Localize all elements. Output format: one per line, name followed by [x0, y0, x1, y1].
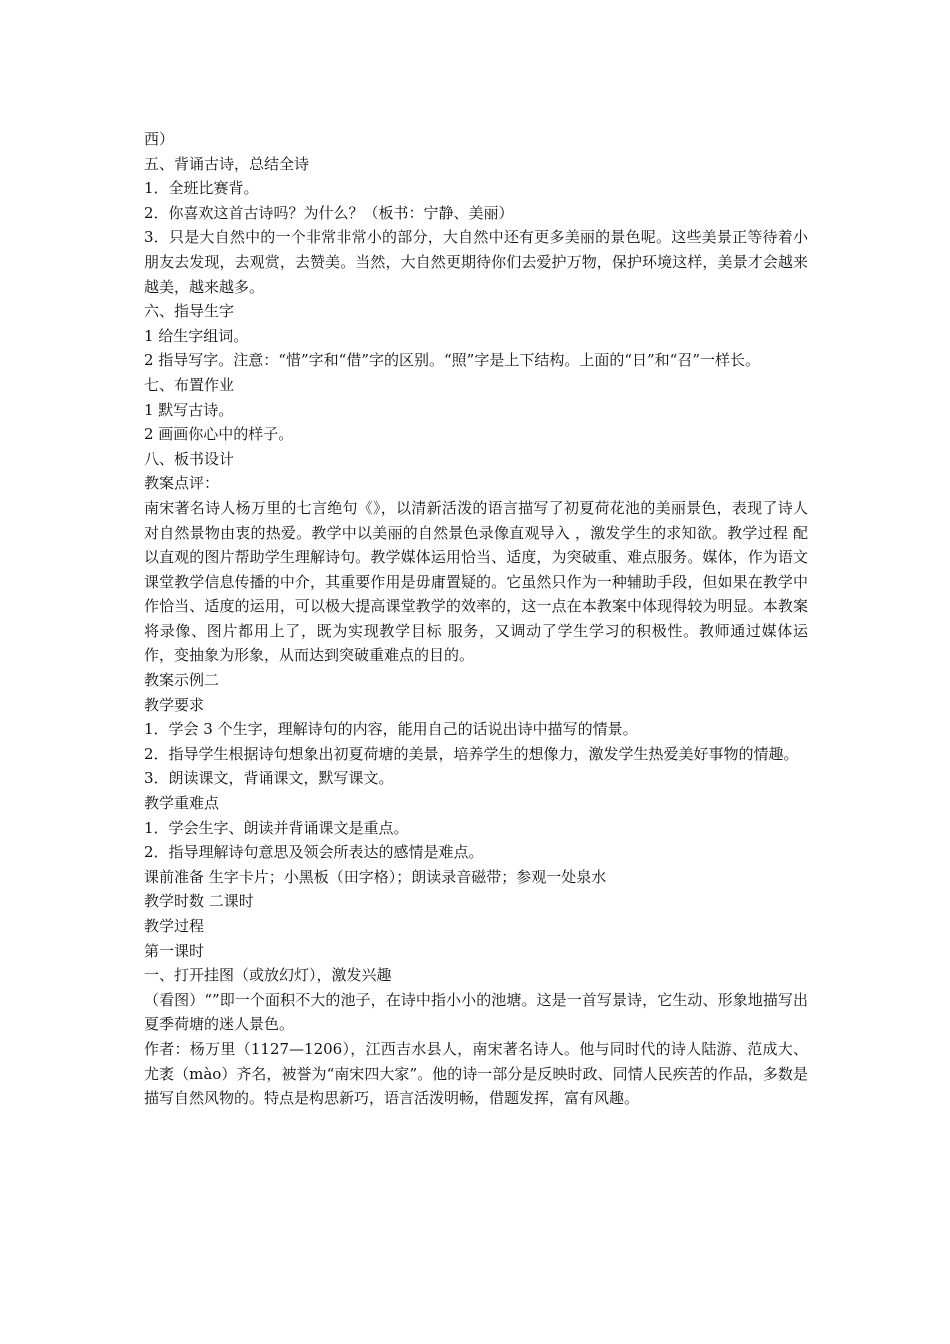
list-item: 1．学会生字、朗读并背诵课文是重点。 — [144, 818, 409, 837]
section-heading: 教学过程 — [144, 917, 205, 935]
list-item: 1 给生字组词。 — [144, 326, 249, 345]
list-item: 1 默写古诗。 — [144, 400, 234, 419]
section-heading: 教案点评： — [144, 474, 220, 493]
section-heading: 教案示例二 — [144, 671, 220, 690]
list-item: 3．只是大自然中的一个非常非常小的部分，大自然中还有更多美丽的景色呢。这些美景正等待着小朋友去发现，去观赏，去赞美。当然，大自然更期待你们去爱护万物，保护环境这样，美景才会越来越美，越来越多。 — [144, 228, 808, 296]
list-item: 2 指导写字。注意：“惜”字和“借”字的区别。“照”字是上下结构。上面的“日”和“召”一样长。 — [144, 351, 760, 370]
author-paragraph: 作者：杨万里（1127—1206），江西吉水县人，南宋著名诗人。他与同时代的诗人陆游、范成大、尤袤（mào）齐名，被誉为“南宋四大家”。他的诗一部分是反映时政、同情人民疾苦的作品，多数是描写自然风物的。特点是构思新巧，语言活泼明畅，借题发挥，富有风趣。 — [144, 1039, 808, 1108]
commentary-paragraph: 南宋著名诗人杨万里的七言绝句《》，以清新活泼的语言描写了初夏荷花池的美丽景色，表现了诗人对自然景物由衷的热爱。教学中以美丽的自然景色录像直观导入 ，激发学生的求知欲。教学过程 配以直观的图片帮助学生理解诗句。教学媒体运用恰当、适度，为突破重、难点服务。媒体，作为语文课堂教学信息传播的中介，其重要作用是毋庸置疑的。它虽然只作为一种辅助手段，但如果在教学中作恰当、适度的运用，可以极大提高课堂教学的效率的，这一点在本教案中体现得较为明显。本教案将录像、图片都用上了，既为实现教学目标 服务，又调动了学生学习的积极性。教师通过媒体运作，变抽象为形象，从而达到突破重难点的目的。 — [144, 498, 808, 665]
text-line: 教学时数 二课时 — [144, 892, 254, 911]
document-body — [144, 127, 808, 1111]
list-item: 2．指导学生根据诗句想象出初夏荷塘的美景，培养学生的想像力，激发学生热爱美好事物的情趣。 — [144, 744, 799, 763]
section-heading: 六、指导生字 — [144, 302, 235, 321]
text-line: 西） — [144, 130, 175, 148]
list-item: 3．朗读课文，背诵课文，默写课文。 — [144, 769, 394, 788]
list-item: 2 画画你心中的样子。 — [144, 425, 294, 444]
text-line: 课前准备 生字卡片；小黑板（田字格）；朗读录音磁带；参观一处泉水 — [144, 867, 607, 886]
section-heading: 第一课时 — [144, 941, 205, 960]
section-heading: 教学要求 — [144, 695, 205, 714]
list-item: 1．学会 3 个生字，理解诗句的内容，能用自己的话说出诗中描写的情景。 — [144, 720, 638, 739]
list-item: 2．你喜欢这首古诗吗？为什么？（板书：宁静、美丽） — [144, 203, 514, 222]
section-heading: 七、布置作业 — [144, 375, 235, 394]
section-heading: 八、板书设计 — [144, 449, 235, 468]
section-heading: 教学重难点 — [144, 794, 220, 813]
section-heading: 一、打开挂图（或放幻灯），激发兴趣 — [144, 966, 392, 985]
list-item: 1．全班比赛背。 — [144, 179, 259, 198]
list-item: 2．指导理解诗句意思及领会所表达的感情是难点。 — [144, 843, 484, 862]
body-paragraph: （看图）“”即一个面积不大的池子，在诗中指小小的池塘。这是一首写景诗，它生动、形象地描写出夏季荷塘的迷人景色。 — [144, 990, 808, 1034]
section-heading: 五、背诵古诗，总结全诗 — [144, 154, 310, 173]
